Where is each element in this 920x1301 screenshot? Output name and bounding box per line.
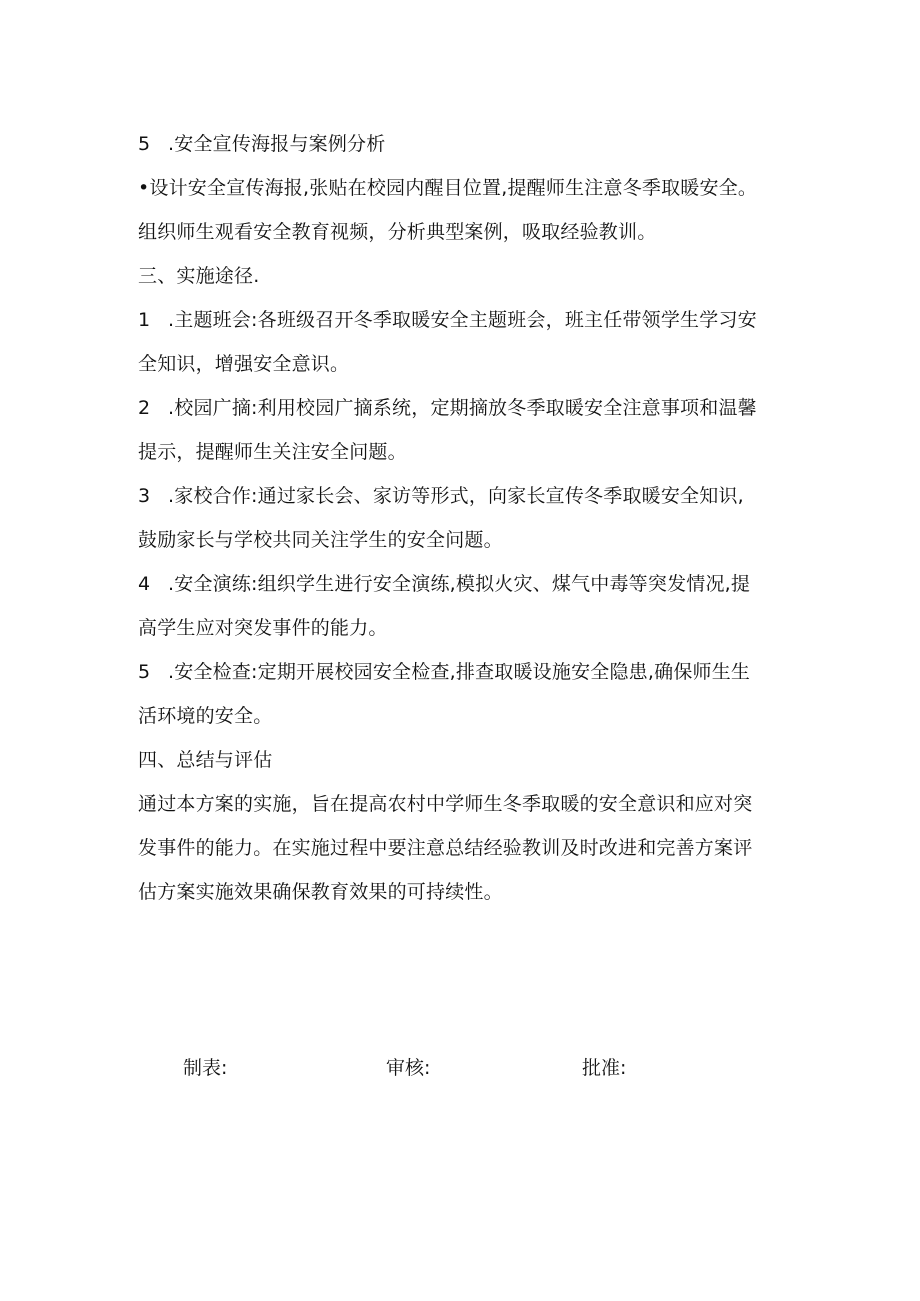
item-5-text-1: .安全检查:定期开展校园安全检查,排查取暖设施安全隐患,确保师生生 [168,661,751,683]
item-3-text-1: .家校合作:通过家长会、家访等形式，向家长宣传冬季取暖安全知识, [168,485,744,507]
summary-paragraph [138,782,788,914]
item-4-line-2: 高学生应对突发事件的能力。 [138,617,388,639]
item-5-line-1 [138,650,788,694]
heading-implementation: 三、实施途径. [138,265,260,287]
item-1-text-1: .主题班会:各班级召开冬季取暖安全主题班会，班主任带领学生学习安 [168,309,757,331]
signature-row [0,1053,920,1093]
item-1-number: 1 [138,309,151,331]
approved-by-label: 批准: [582,1057,627,1079]
summary-line-3: 估方案实施效果确保教育效果的可持续性。 [138,881,503,903]
item-2 [138,386,788,474]
section-5-heading [138,122,788,166]
item-3-line-2: 鼓励家长与学校共同关注学生的安全问题。 [138,529,503,551]
reviewed-by-label: 审核: [386,1057,431,1079]
item-3-line-1 [138,474,788,518]
item-1-line-2: 全知识，增强安全意识。 [138,353,350,375]
summary-line-2: 发事件的能力。在实施过程中要注意总结经验教训及时改进和完善方案评 [138,837,753,859]
bullet-poster-line: •设计安全宣传海报,张贴在校园内醒目位置,提醒师生注意冬季取暖安全。 [138,177,758,199]
item-4-line-1 [138,562,788,606]
item-1-line-1 [138,298,788,342]
item-4-number: 4 [138,573,151,595]
prepared-by-label: 制表: [183,1057,228,1079]
item-5-number: 5 [138,661,151,683]
item-2-line-2: 提示，提醒师生关注安全问题。 [138,441,407,463]
item-3-number: 3 [138,485,151,507]
item-1 [138,298,788,386]
section-5-number: 5 [138,133,151,155]
item-2-number: 2 [138,397,151,419]
item-3 [138,474,788,562]
video-analysis-line: 组织师生观看安全教育视频，分析典型案例，吸取经验教训。 [138,221,657,243]
item-5 [138,650,788,738]
item-2-text-1: .校园广摘:利用校园广摘系统，定期摘放冬季取暖安全注意事项和温馨 [168,397,757,419]
item-4 [138,562,788,650]
item-4-text-1: .安全演练:组织学生进行安全演练,模拟火灾、煤气中毒等突发情况,提 [168,573,751,595]
item-2-line-1 [138,386,788,430]
item-5-line-2: 活环境的安全。 [138,705,273,727]
summary-line-1: 通过本方案的实施，旨在提高农村中学师生冬季取暖的安全意识和应对突 [138,793,753,815]
heading-summary: 四、总结与评估 [138,749,273,771]
document-body [138,122,788,914]
section-5-title: .安全宣传海报与案例分析 [168,133,386,155]
